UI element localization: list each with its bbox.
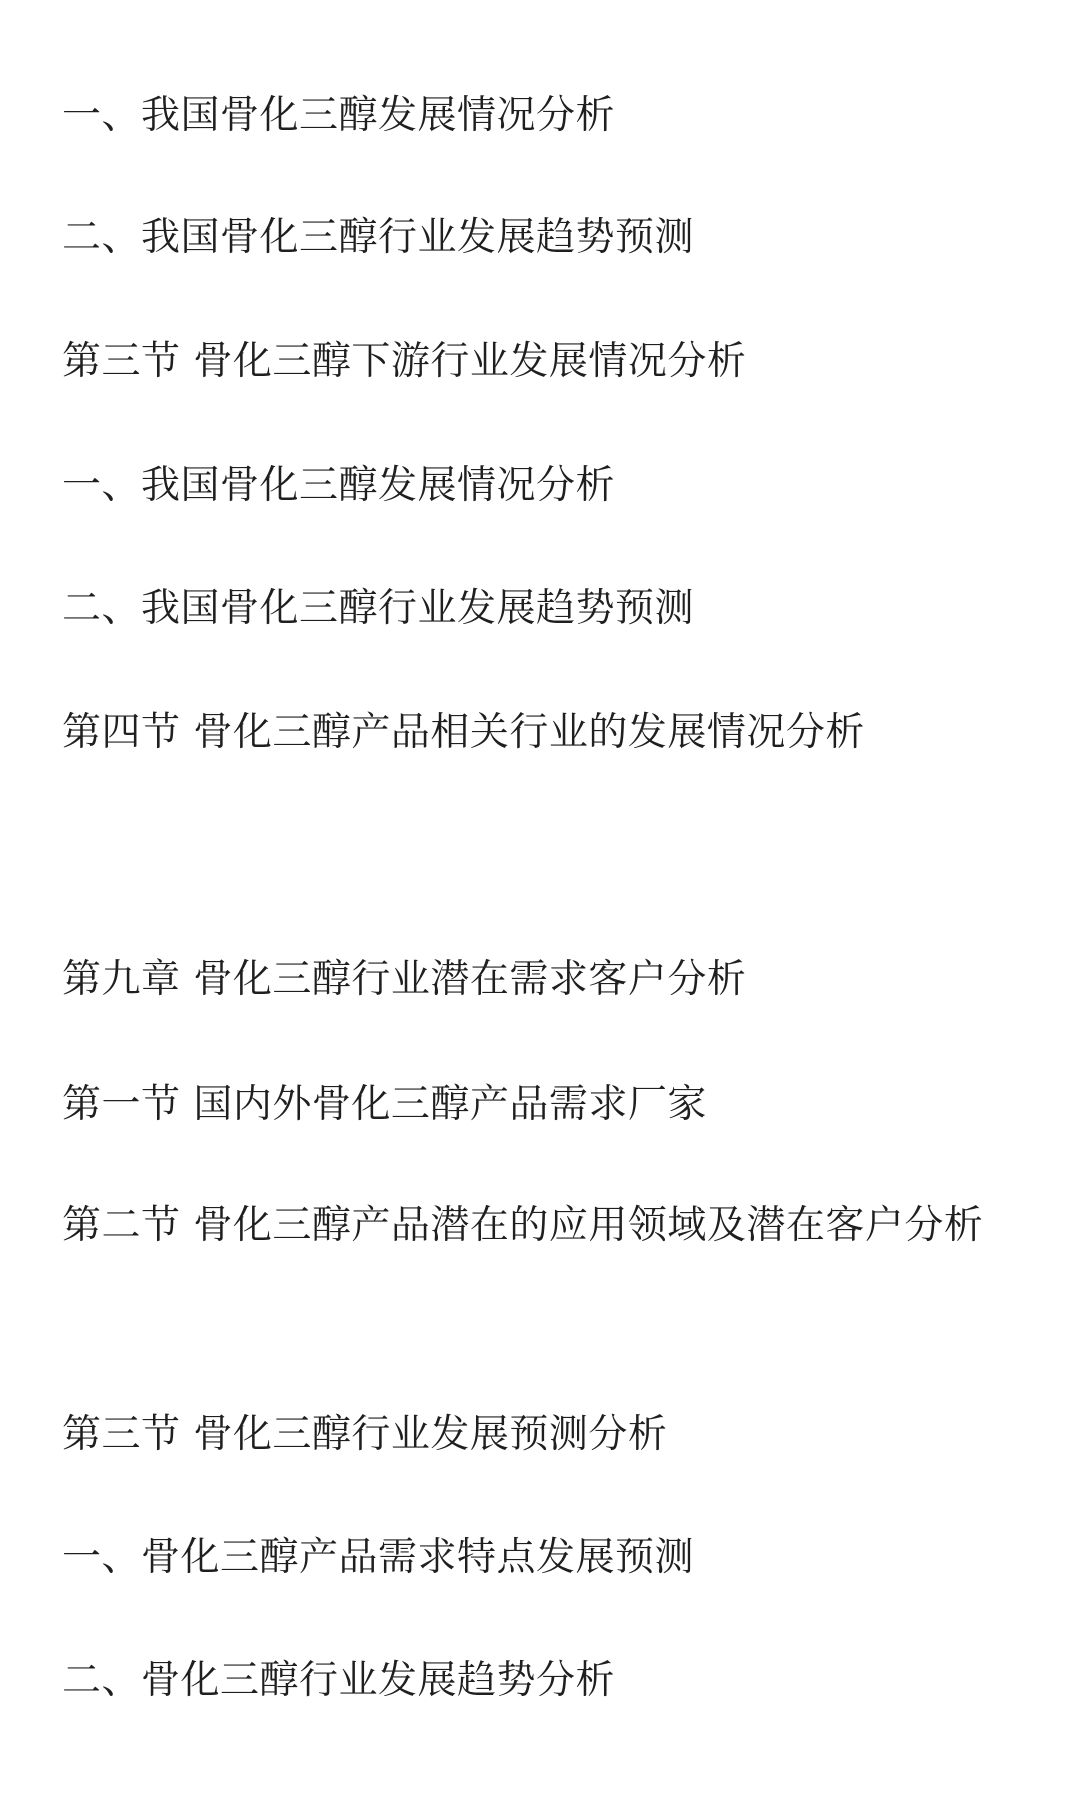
outline-item: 一、我国骨化三醇发展情况分析 [62,463,616,508]
outline-item: 二、我国骨化三醇行业发展趋势预测 [62,215,695,260]
section-heading: 第二节 骨化三醇产品潜在的应用领域及潜在客户分析 [62,1203,984,1248]
outline-item: 二、骨化三醇行业发展趋势分析 [62,1658,616,1703]
section-heading: 第一节 国内外骨化三醇产品需求厂家 [62,1082,707,1127]
section-heading: 第四节 骨化三醇产品相关行业的发展情况分析 [62,710,865,755]
outline-item: 一、骨化三醇产品需求特点发展预测 [62,1535,695,1580]
chapter-heading: 第九章 骨化三醇行业潜在需求客户分析 [62,957,747,1002]
outline-item: 一、我国骨化三醇发展情况分析 [62,93,616,138]
section-heading: 第三节 骨化三醇行业发展预测分析 [62,1412,668,1457]
outline-item: 二、我国骨化三醇行业发展趋势预测 [62,586,695,631]
section-heading: 第三节 骨化三醇下游行业发展情况分析 [62,339,747,384]
